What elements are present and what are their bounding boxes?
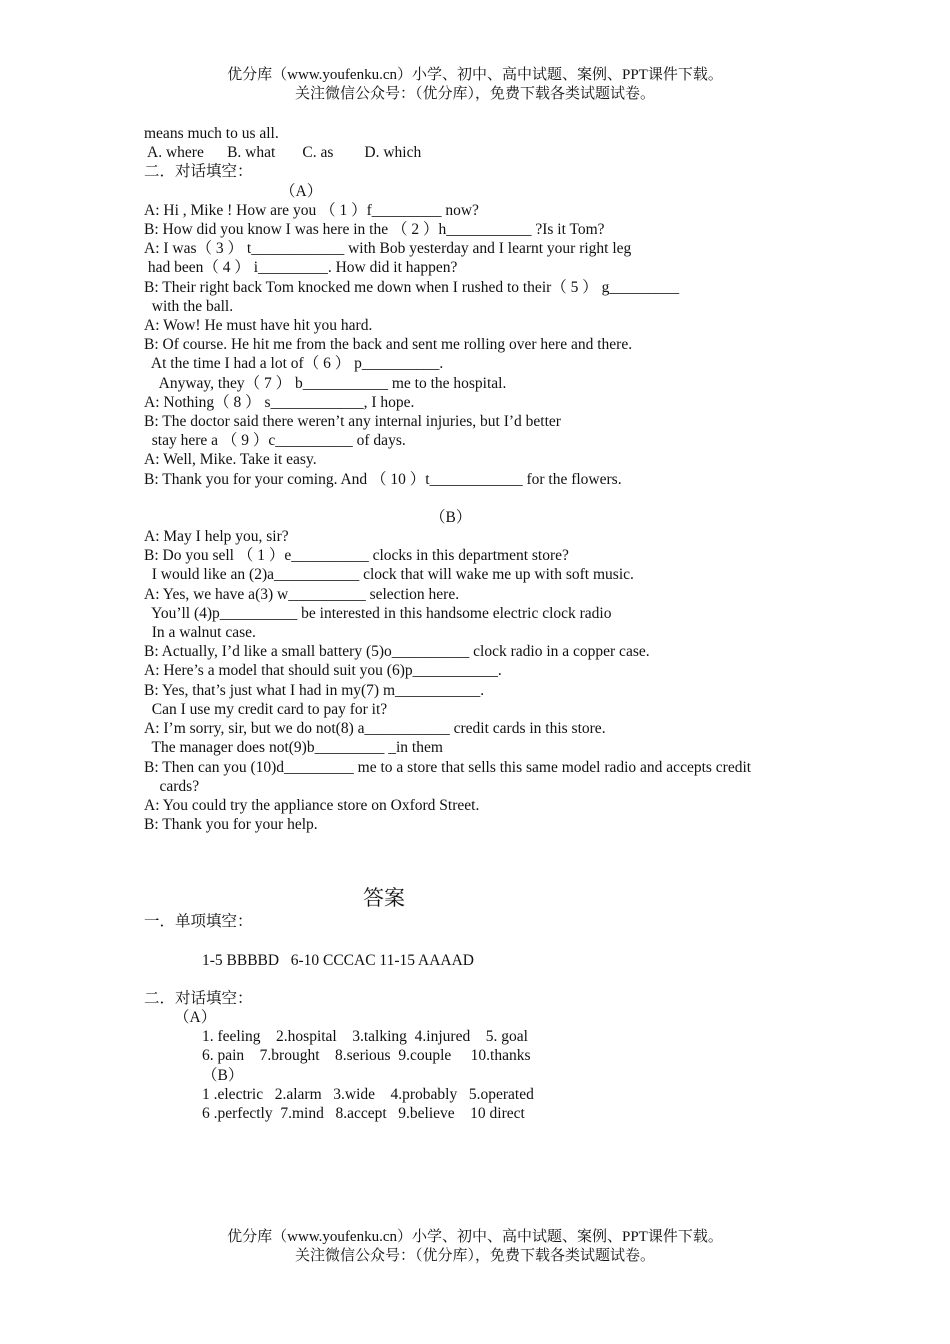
dialogue-line: A: Hi , Mike ! How are you （ 1 ）f_________ now? bbox=[144, 201, 479, 219]
answers-b-line-2: 6 .perfectly 7.mind 8.accept 9.believe 10 direct bbox=[202, 1104, 525, 1122]
answers-b-line-1: 1 .electric 2.alarm 3.wide 4.probably 5.operated bbox=[202, 1085, 534, 1103]
dialogue-line: A: Nothing（ 8 ） s____________, I hope. bbox=[144, 393, 415, 411]
dialogue-line: A: I’m sorry, sir, but we do not(8) a___________ credit cards in this store. bbox=[144, 720, 606, 738]
dialogue-line: The manager does not(9)b_________ _in them bbox=[144, 739, 443, 757]
dialogue-line: A: Well, Mike. Take it easy. bbox=[144, 451, 317, 469]
answers-a-line-1: 1. feeling 2.hospital 3.talking 4.injured 5. goal bbox=[202, 1028, 528, 1046]
dialogue-line: Can I use my credit card to pay for it? bbox=[144, 700, 388, 718]
page-footer bbox=[0, 1228, 950, 1266]
dialogue-line: B: Of course. He hit me from the back and sent me rolling over here and there. bbox=[144, 336, 633, 354]
page-header bbox=[0, 66, 950, 104]
dialogue-a-title: （A） bbox=[280, 182, 323, 200]
answers-title: 答案 bbox=[363, 886, 405, 911]
dialogue-line: B: Thank you for your coming. And （ 10 ）t____________ for the flowers. bbox=[144, 470, 622, 488]
dialogue-line: A: I was（ 3 ） t____________ with Bob yesterday and I learnt your right leg bbox=[144, 240, 632, 258]
dialogue-line: A: Yes, we have a(3) w__________ selection here. bbox=[144, 585, 460, 603]
dialogue-line: B: Do you sell （ 1 ）e__________ clocks in this department store? bbox=[144, 547, 569, 565]
answers-b-label: （B） bbox=[202, 1066, 244, 1084]
dialogue-b bbox=[144, 527, 844, 834]
footer-line-2: 关注微信公众号：（优分库），免费下载各类试题试卷。 bbox=[294, 1248, 655, 1264]
dialogue-line: stay here a （ 9 ）c__________ of days. bbox=[144, 432, 406, 450]
header-line-1: 优分库（www.youfenku.cn）小学、初中、高中试题、案例、PPT课件下载。 bbox=[227, 67, 723, 83]
answers-section-2-heading: 二．对话填空： bbox=[144, 989, 253, 1007]
dialogue-line: A: May I help you, sir? bbox=[144, 528, 289, 546]
footer-line-1: 优分库（www.youfenku.cn）小学、初中、高中试题、案例、PPT课件下载。 bbox=[227, 1229, 723, 1245]
dialogue-line: A: Here’s a model that should suit you (6)p___________. bbox=[144, 662, 502, 680]
dialogue-line: B: How did you know I was here in the （ 2 ）h___________ ?Is it Tom? bbox=[144, 221, 605, 239]
dialogue-line: had been（ 4 ） i_________. How did it happen? bbox=[144, 259, 458, 277]
answers-a-line-2: 6. pain 7.brought 8.serious 9.couple 10.thanks bbox=[202, 1047, 531, 1065]
dialogue-line: I would like an (2)a___________ clock that will wake me up with soft music. bbox=[144, 566, 634, 584]
answers-a-label: （A） bbox=[174, 1008, 217, 1026]
answers-section-1-heading: 一．单项填空： bbox=[144, 913, 253, 931]
section-2-heading: 二．对话填空： bbox=[144, 163, 253, 181]
dialogue-line: B: Actually, I’d like a small battery (5)o__________ clock radio in a copper case. bbox=[144, 643, 650, 661]
dialogue-line: A: You could try the appliance store on Oxford Street. bbox=[144, 796, 480, 814]
question-options: A. where B. what C. as D. which bbox=[144, 144, 422, 162]
dialogue-line: A: Wow! He must have hit you hard. bbox=[144, 317, 373, 335]
dialogue-line: You’ll (4)p__________ be interested in this handsome electric clock radio bbox=[144, 604, 612, 622]
dialogue-b-title: （B） bbox=[430, 508, 472, 526]
document-body bbox=[144, 124, 844, 1123]
dialogue-line: B: The doctor said there weren’t any internal injuries, but I’d better bbox=[144, 413, 561, 431]
dialogue-line: with the ball. bbox=[144, 297, 234, 315]
dialogue-line: B: Yes, that’s just what I had in my(7) m___________. bbox=[144, 681, 485, 699]
dialogue-line: In a walnut case. bbox=[144, 624, 256, 642]
dialogue-a bbox=[144, 201, 844, 489]
dialogue-line: B: Their right back Tom knocked me down when I rushed to their（ 5 ） g_________ bbox=[144, 278, 680, 296]
dialogue-line: cards? bbox=[144, 777, 200, 795]
dialogue-line: Anyway, they（ 7 ） b___________ me to the hospital. bbox=[144, 374, 507, 392]
header-line-2: 关注微信公众号：（优分库），免费下载各类试题试卷。 bbox=[294, 86, 655, 102]
question-continuation: means much to us all. bbox=[144, 125, 279, 142]
dialogue-line: B: Thank you for your help. bbox=[144, 816, 318, 834]
dialogue-line: B: Then can you (10)d_________ me to a store that sells this same model radio and accepts credit bbox=[144, 758, 752, 776]
dialogue-line: At the time I had a lot of（ 6 ） p__________. bbox=[144, 355, 444, 373]
answers-section-1: 1-5 BBBBD 6-10 CCCAC 11-15 AAAAD bbox=[202, 951, 474, 969]
